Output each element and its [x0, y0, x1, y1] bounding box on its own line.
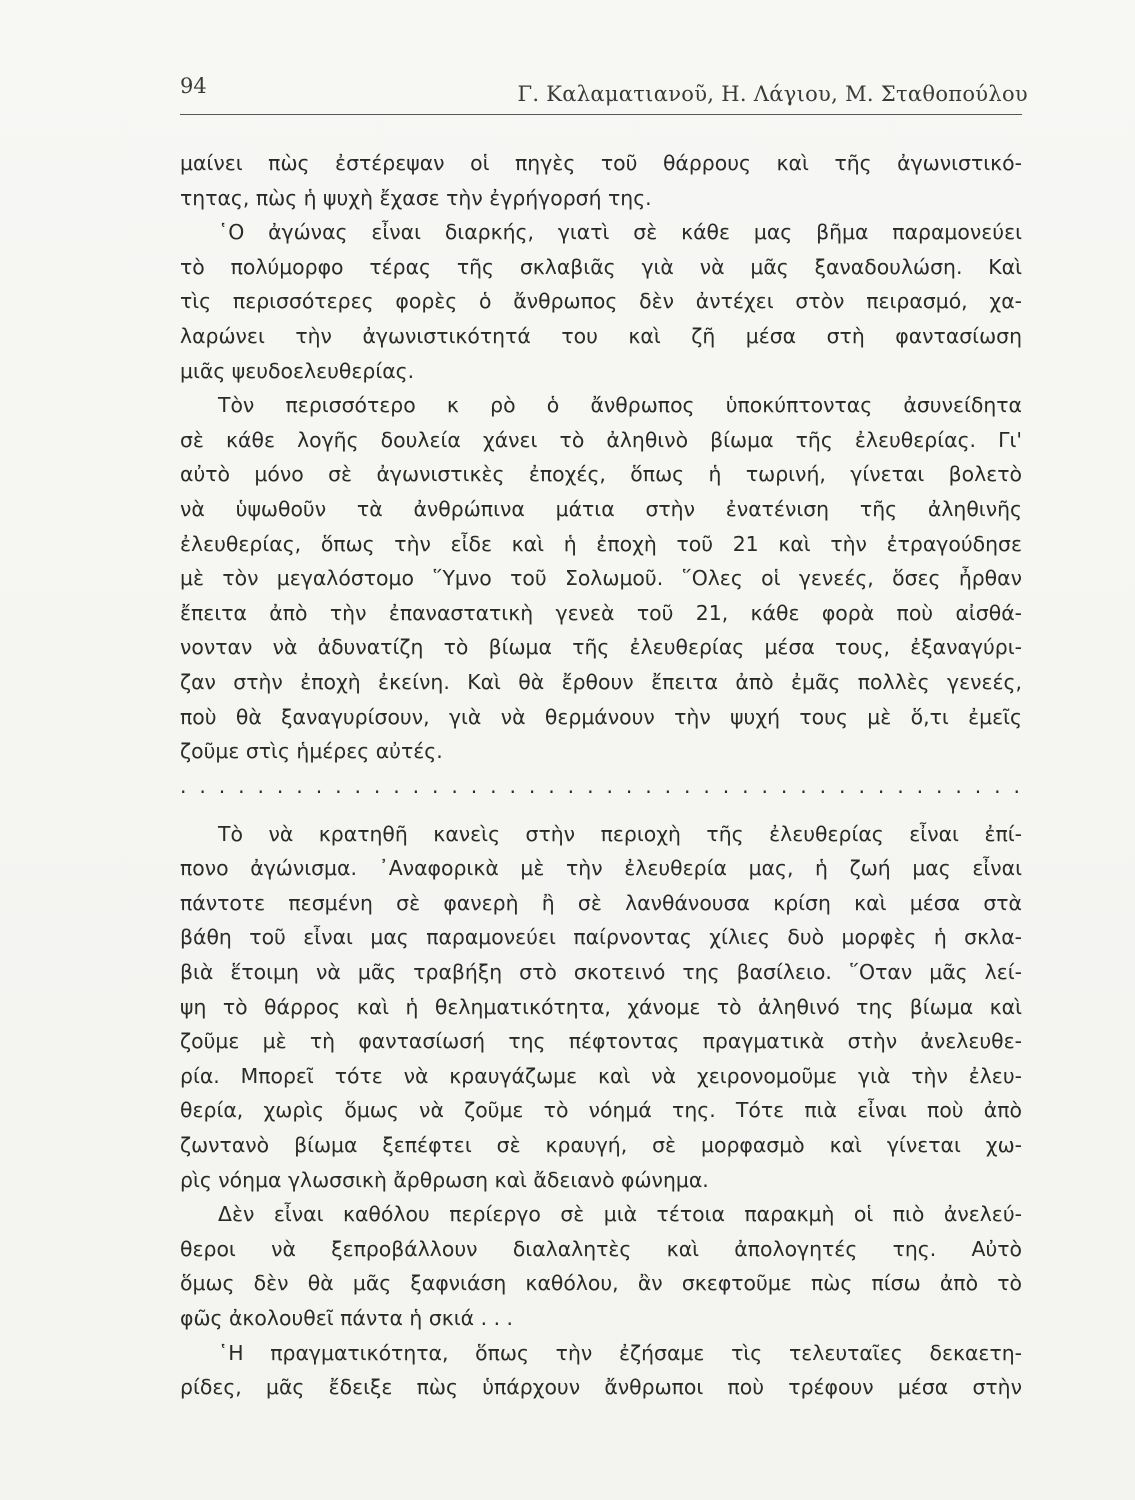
- text-line: σὲ κάθε λογῆς δουλεία χάνει τὸ ἀληθινὸ βίωμα τῆς ἐλευθερίας. Γι': [180, 427, 1022, 452]
- body-text: [180, 146, 1022, 1405]
- text-line: αὐτὸ μόνο σὲ ἀγωνιστικὲς ἐποχές, ὅπως ἡ τωρινή, γίνεται βολετὸ: [180, 462, 1022, 487]
- text-line: Τὸν περισσότερο κ ρὸ ὁ ἄνθρωπος ὑποκύπτοντας ἀσυνείδητα: [218, 393, 1022, 418]
- section-separator: . . . . . . . . . . . . . . . . . . . . . . . . . . . . . . . . . . . . . . . . . . . .: [180, 773, 1022, 798]
- paragraph: [180, 388, 1022, 769]
- text-line: μαίνει πὼς ἐστέρεψαν οἱ πηγὲς τοῦ θάρρους καὶ τῆς ἀγωνιστικό-: [180, 151, 1022, 175]
- text-line: ψη τὸ θάρρος καὶ ἡ θεληματικότητα, χάνομε τὸ ἀληθινό της βίωμα καὶ: [180, 994, 1022, 1019]
- text-line: ῾Η πραγματικότητα, ὅπως τὴν ἐζήσαμε τὶς τελευταῖες δεκαετη-: [218, 1340, 1022, 1365]
- text-line: ρία. Μπορεῖ τότε νὰ κραυγάζωμε καὶ νὰ χειρονομοῦμε γιὰ τὴν ἐλευ-: [180, 1063, 1022, 1088]
- paragraph: [180, 817, 1022, 1198]
- authors-header: Γ. Καλαματιανοῦ, Η. Λάγιου, Μ. Σταθοπούλου: [517, 82, 1028, 106]
- text-line: μιᾶς ψευδοελευθερίας.: [180, 358, 415, 383]
- running-head: [180, 74, 1028, 114]
- paragraph: [180, 215, 1022, 388]
- text-line: ἔπειτα ἀπὸ τὴν ἐπαναστατικὴ γενεὰ τοῦ 21, κάθε φορὰ ποὺ αἰσθά-: [180, 600, 1022, 625]
- paragraph: [180, 1197, 1022, 1335]
- text-line: νὰ ὑψωθοῦν τὰ ἀνθρώπινα μάτια στὴν ἐνατένιση τῆς ἀληθινῆς: [180, 496, 1022, 521]
- text-line: τὸ πολύμορφο τέρας τῆς σκλαβιᾶς γιὰ νὰ μᾶς ξαναδουλώση. Καὶ: [180, 254, 1022, 279]
- text-line: θερία, χωρὶς ὅμως νὰ ζοῦμε τὸ νόημά της. Τότε πιὰ εἶναι ποὺ ἀπὸ: [180, 1098, 1022, 1123]
- text-line: Δὲν εἶναι καθόλου περίεργο σὲ μιὰ τέτοια παρακμὴ οἱ πιὸ ἀνελεύ-: [218, 1202, 1022, 1227]
- text-line: τητας, πὼς ἡ ψυχὴ ἔχασε τὴν ἐγρήγορσή της.: [180, 185, 652, 210]
- header-rule: [180, 114, 1022, 115]
- text-line: νονταν νὰ ἀδυνατίζη τὸ βίωμα τῆς ἐλευθερίας μέσα τους, ἐξαναγύρι-: [180, 635, 1022, 660]
- text-line: πάντοτε πεσμένη σὲ φανερὴ ἢ σὲ λανθάνουσα κρίση καὶ μέσα στὰ: [180, 890, 1022, 915]
- text-line: βιὰ ἕτοιμη νὰ μᾶς τραβήξη στὸ σκοτεινό της βασίλειο. ῞Οταν μᾶς λεί-: [180, 960, 1022, 985]
- text-line: ζοῦμε στὶς ἡμέρες αὐτές.: [180, 739, 443, 764]
- text-line: ζαν στὴν ἐποχὴ ἐκείνη. Καὶ θὰ ἔρθουν ἔπειτα ἀπὸ ἐμᾶς πολλὲς γενεές,: [180, 669, 1022, 694]
- text-line: ὅμως δὲν θὰ μᾶς ξαφνιάση καθόλου, ἂν σκεφτοῦμε πὼς πίσω ἀπὸ τὸ: [180, 1271, 1022, 1296]
- text-line: ρὶς νόημα γλωσσικὴ ἄρθρωση καὶ ἄδειανὸ φώνημα.: [180, 1167, 709, 1192]
- text-line: λαρώνει τὴν ἀγωνιστικότητά του καὶ ζῆ μέσα στὴ φαντασίωση: [180, 323, 1022, 348]
- text-line: ποὺ θὰ ξαναγυρίσουν, γιὰ νὰ θερμάνουν τὴν ψυχή τους μὲ ὅ,τι ἐμεῖς: [180, 704, 1022, 729]
- paragraph: [180, 146, 1022, 215]
- page-number: 94: [180, 74, 207, 98]
- text-line: Τὸ νὰ κρατηθῆ κανεὶς στὴν περιοχὴ τῆς ἐλευθερίας εἶναι ἐπί-: [218, 821, 1022, 846]
- text-line: φῶς ἀκολουθεῖ πάντα ἡ σκιά . . .: [180, 1306, 514, 1330]
- text-line: θεροι νὰ ξεπροβάλλουν διαλαλητὲς καὶ ἀπολογητές της. Αὐτὸ: [180, 1236, 1022, 1261]
- paragraph: [180, 1336, 1022, 1405]
- text-line: βάθη τοῦ εἶναι μας παραμονεύει παίρνοντας χίλιες δυὸ μορφὲς ἡ σκλα-: [180, 925, 1022, 950]
- text-line: ζοῦμε μὲ τὴ φαντασίωσή της πέφτοντας πραγματικὰ στὴν ἀνελευθε-: [180, 1029, 1022, 1054]
- text-line: ζωντανὸ βίωμα ξεπέφτει σὲ κραυγή, σὲ μορφασμὸ καὶ γίνεται χω-: [180, 1133, 1022, 1158]
- text-line: πονο ἀγώνισμα. ᾿Αναφορικὰ μὲ τὴν ἐλευθερία μας, ἡ ζωή μας εἶναι: [180, 856, 1022, 881]
- text-line: μὲ τὸν μεγαλόστομο ῞Υμνο τοῦ Σολωμοῦ. ῞Ολες οἱ γενεές, ὅσες ἦρθαν: [180, 566, 1022, 591]
- text-line: ρίδες, μᾶς ἔδειξε πὼς ὑπάρχουν ἄνθρωποι ποὺ τρέφουν μέσα στὴν: [180, 1375, 1022, 1400]
- text-line: τὶς περισσότερες φορὲς ὁ ἄνθρωπος δὲν ἀντέχει στὸν πειρασμό, χα-: [180, 289, 1022, 314]
- text-line: ἐλευθερίας, ὅπως τὴν εἶδε καὶ ἡ ἐποχὴ τοῦ 21 καὶ τὴν ἐτραγούδησε: [180, 531, 1022, 556]
- text-line: ῾Ο ἀγώνας εἶναι διαρκής, γιατὶ σὲ κάθε μας βῆμα παραμονεύει: [218, 220, 1022, 245]
